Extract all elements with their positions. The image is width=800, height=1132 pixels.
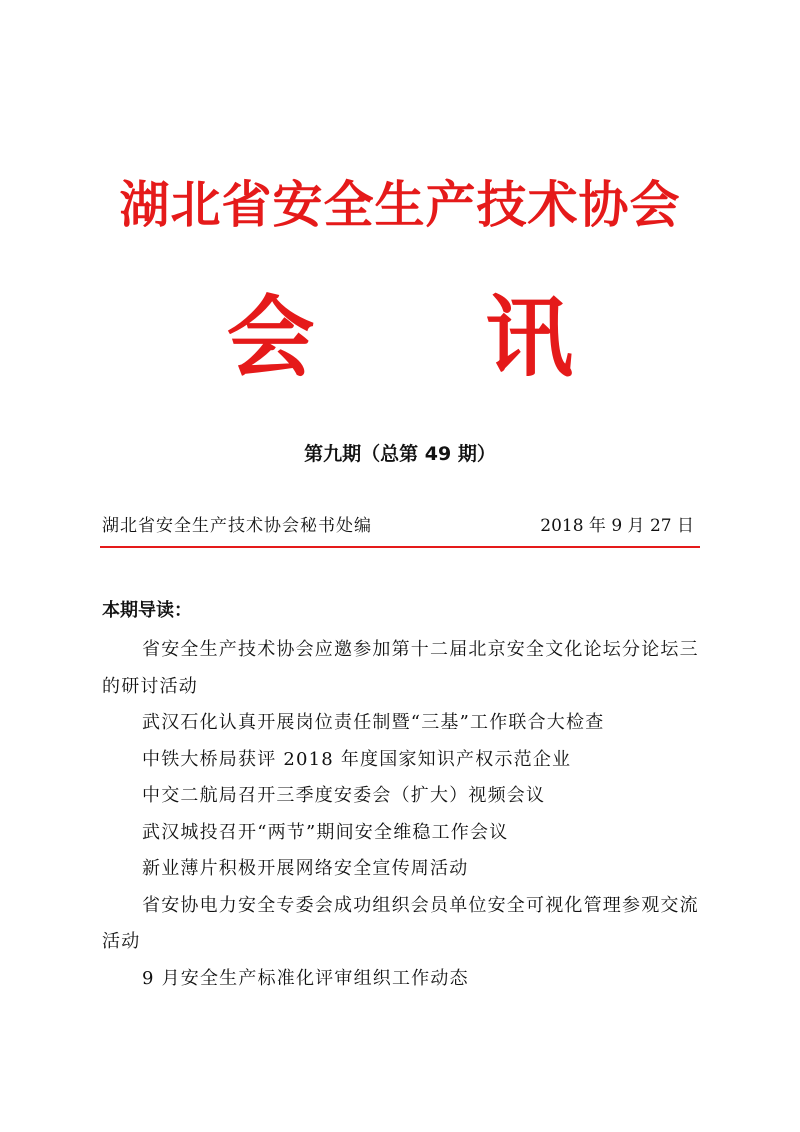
toc-item: 9 月安全生产标准化评审组织工作动态 [142, 967, 469, 989]
toc-heading: 本期导读： [102, 600, 192, 621]
toc-item: 武汉城投召开“两节”期间安全维稳工作会议 [142, 821, 509, 843]
issue-number: 第九期（总第 49 期） [304, 443, 496, 465]
toc-item: 省安协电力安全专委会成功组织会员单位安全可视化管理参观交流活动 [102, 894, 699, 952]
toc-item: 武汉石化认真开展岗位责任制暨“三基”工作联合大检查 [142, 712, 605, 733]
editor-line: 湖北省安全生产技术协会秘书处编 [102, 516, 372, 536]
toc-item: 中交二航局召开三季度安委会（扩大）视频会议 [142, 785, 546, 806]
organization-title: 湖北省安全生产技术协会 [119, 176, 681, 234]
toc-item: 新业薄片积极开展网络安全宣传周活动 [142, 858, 469, 879]
masthead [102, 511, 698, 541]
toc-item: 省安全生产技术协会应邀参加第十二届北京安全文化论坛分论坛三的研讨活动 [102, 639, 699, 697]
bulletin-title: 会 讯 [226, 286, 644, 389]
toc-item: 中铁大桥局获评 2018 年度国家知识产权示范企业 [142, 748, 572, 770]
red-divider [100, 546, 700, 548]
toc-list [102, 632, 700, 997]
publish-date: 2018 年 9 月 27 日 [540, 516, 694, 536]
